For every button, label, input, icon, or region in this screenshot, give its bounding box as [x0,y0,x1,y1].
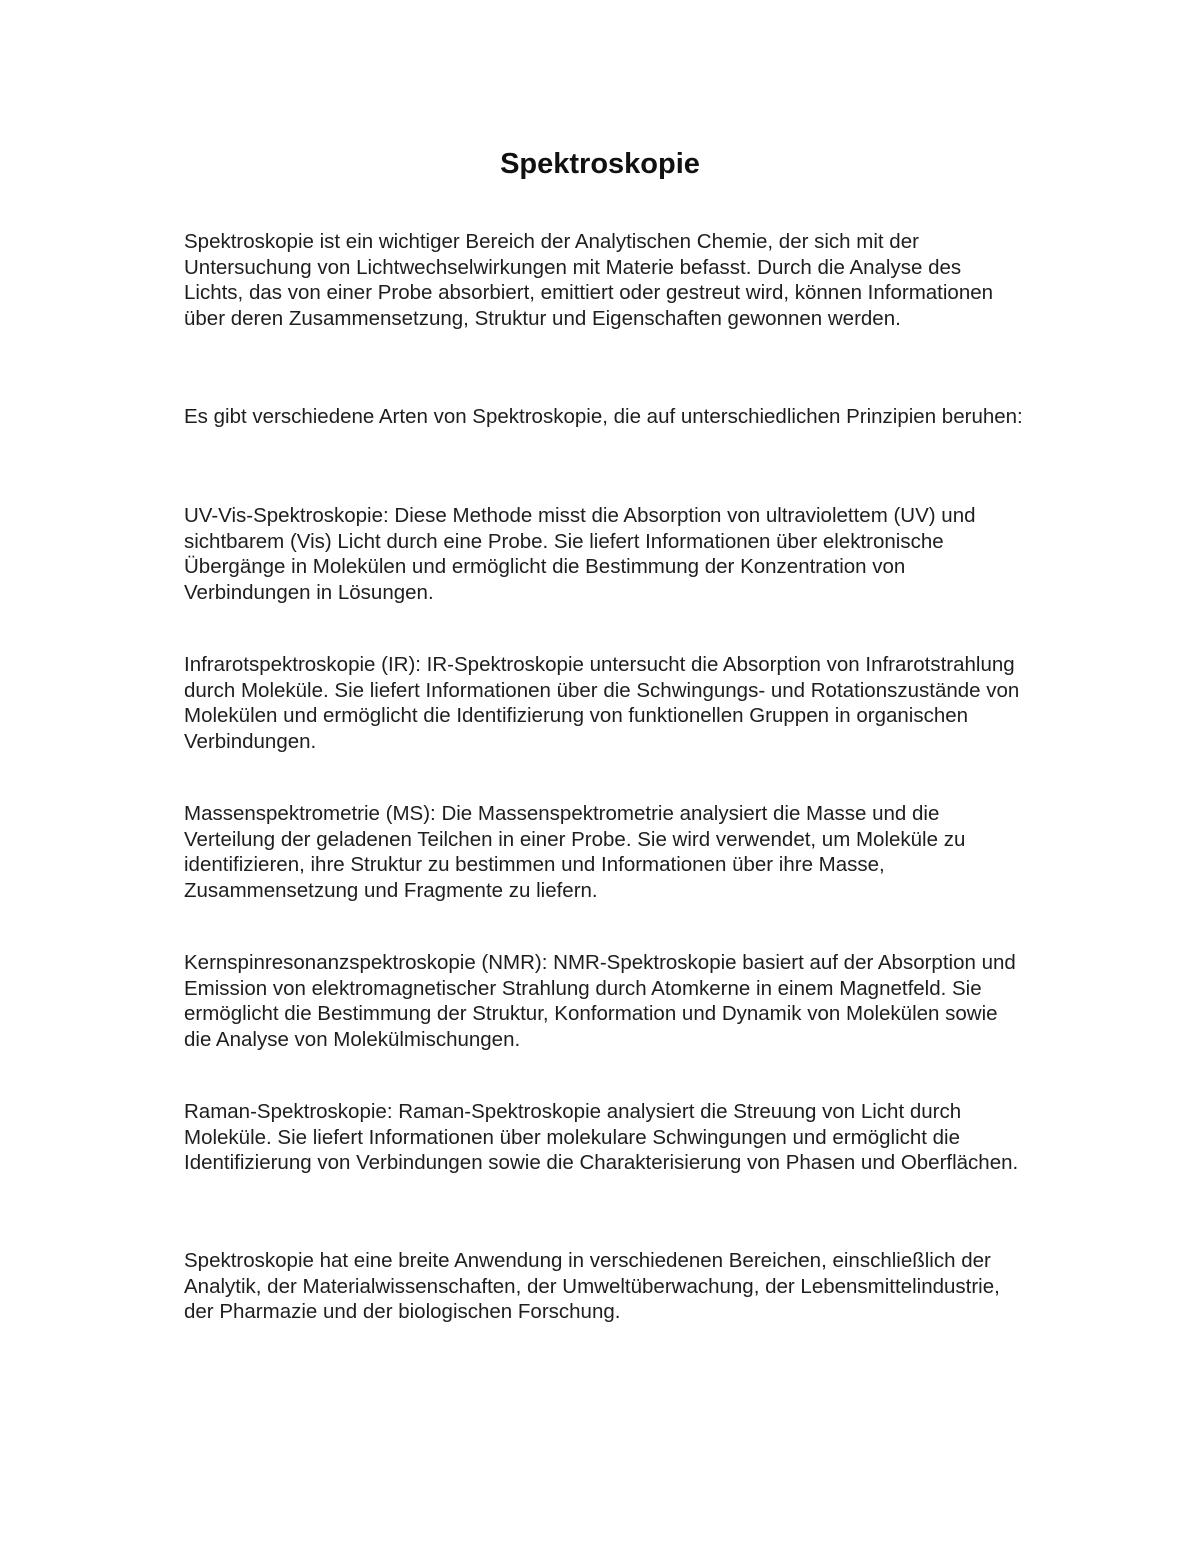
paragraph-infrared: Infrarotspektroskopie (IR): IR-Spektroskopie untersucht die Absorption von Infrarotstrahlung durch Moleküle. Sie liefert Informationen über die Schwingungs- und Rotationszustände von Molekülen und ermöglicht die Identifizierung von funktionellen Gruppen in organischen Verbindungen. [184,653,1020,753]
paragraph-uv-vis: UV-Vis-Spektroskopie: Diese Methode misst die Absorption von ultraviolettem (UV) und sichtbarem (Vis) Licht durch eine Probe. Sie liefert Informationen über elektronische Übergänge in Molekülen und ermöglicht die Bestimmung der Konzentration von Verbindungen in Lösungen. [184,504,976,604]
paragraph-intro: Spektroskopie ist ein wichtiger Bereich der Analytischen Chemie, der sich mit der Untersuchung von Lichtwechselwirkungen mit Materie befasst. Durch die Analyse des Lichts, das von einer Probe absorbiert, emittiert oder gestreut wird, können Informationen über deren Zusammensetzung, Struktur und Eigenschaften gewonnen werden. [184,230,994,330]
document-title: Spektroskopie [500,148,700,180]
paragraph-applications: Spektroskopie hat eine breite Anwendung in verschiedenen Bereichen, einschließlich der Analytik, der Materialwissenschaften, der Umweltüberwachung, der Lebensmittelindustrie, der Pharmazie und der biologischen Forschung. [184,1249,1000,1324]
paragraph-raman: Raman-Spektroskopie: Raman-Spektroskopie analysiert die Streuung von Licht durch Moleküle. Sie liefert Informationen über molekulare Schwingungen und ermöglicht die Identifizierung von Verbindungen sowie die Charakterisierung von Phasen und Oberflächen. [184,1100,1019,1175]
paragraph-types-intro: Es gibt verschiedene Arten von Spektroskopie, die auf unterschiedlichen Prinzipien beruhen: [184,405,1023,428]
paragraph-nmr: Kernspinresonanzspektroskopie (NMR): NMR-Spektroskopie basiert auf der Absorption und Emission von elektromagnetischer Strahlung durch Atomkerne in einem Magnetfeld. Sie ermöglicht die Bestimmung der Struktur, Konformation und Dynamik von Molekülen sowie die Analyse von Molekülmischungen. [184,951,1016,1051]
paragraph-mass-spectrometry: Massenspektrometrie (MS): Die Massenspektrometrie analysiert die Masse und die Verteilung der geladenen Teilchen in einer Probe. Sie wird verwendet, um Moleküle zu identifizieren, ihre Struktur zu bestimmen und Informationen über ihre Masse, Zusammensetzung und Fragmente zu liefern. [184,802,966,902]
